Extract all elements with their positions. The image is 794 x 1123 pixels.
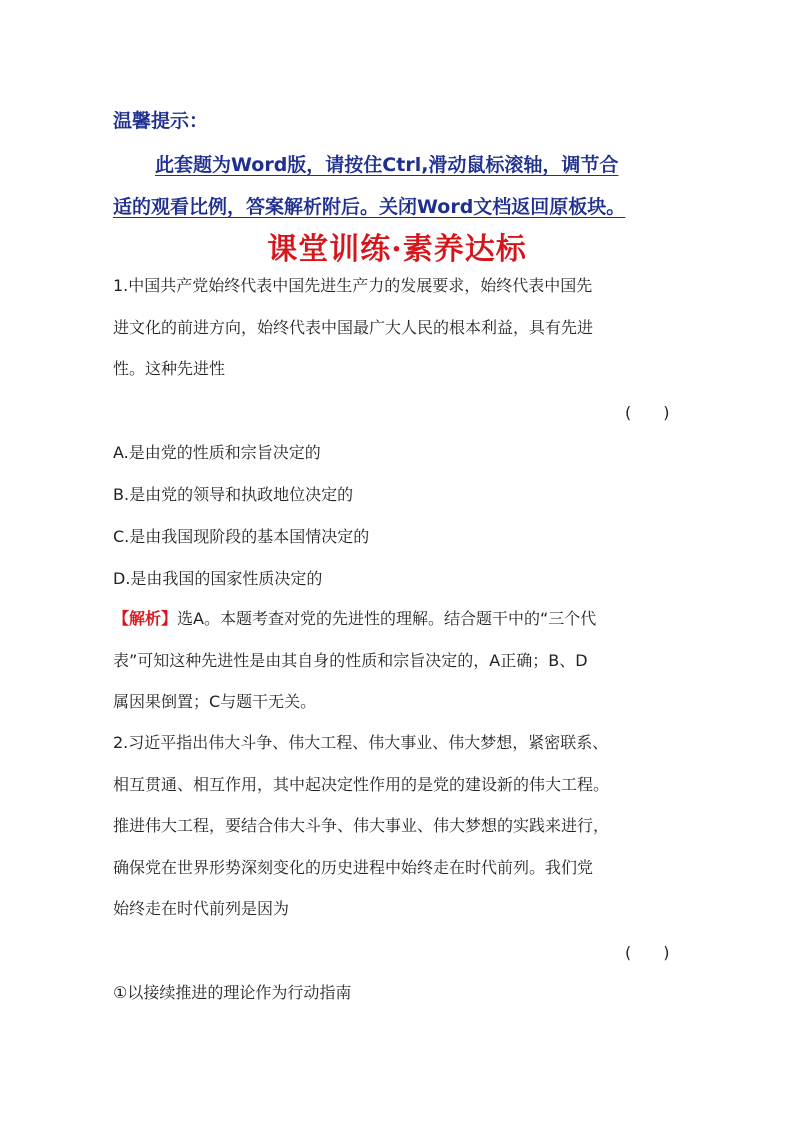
question-1-line: 性。这种先进性 <box>113 359 226 378</box>
question-1-line: 进文化的前进方向，始终代表中国最广大人民的根本利益，具有先进 <box>113 317 594 337</box>
notice-text <box>113 144 683 228</box>
question-2-line: 始终走在时代前列是因为 <box>113 899 290 918</box>
question-1-option-c: C.是由我国现阶段的基本国情决定的 <box>113 527 370 546</box>
question-2-stem <box>113 722 683 930</box>
question-1-answer-blank: ( ) <box>625 403 670 422</box>
question-2-line: 推进伟大工程，要结合伟大斗争、伟大事业、伟大梦想的实践来进行， <box>113 816 610 835</box>
analysis-line: 表”可知这种先进性是由其自身的性质和宗旨决定的，A正确；B、D <box>113 650 588 670</box>
question-1-stem <box>113 265 683 390</box>
question-1-option-d: D.是由我国的国家性质决定的 <box>113 569 323 588</box>
analysis-block <box>113 598 683 723</box>
notice-line-2: 适的观看比例，答案解析附后。关闭Word文档返回原板块。 <box>113 196 626 218</box>
analysis-tag: 【解析】 <box>113 609 178 628</box>
notice-line-1: 此套题为Word版，请按住Ctrl,滑动鼠标滚轴，调节合 <box>155 154 619 176</box>
question-1-line: 1.中国共产党始终代表中国先进生产力的发展要求，始终代表中国先 <box>113 276 593 295</box>
question-2-option-1: ①以接续推进的理论作为行动指南 <box>113 983 352 1002</box>
question-2-line: 确保党在世界形势深刻变化的历史进程中始终走在时代前列。我们党 <box>113 857 594 877</box>
question-1-option-b: B.是由党的领导和执政地位决定的 <box>113 485 354 504</box>
question-2-line: 相互贯通、相互作用，其中起决定性作用的是党的建设新的伟大工程。 <box>113 774 610 794</box>
question-2-line: 2.习近平指出伟大斗争、伟大工程、伟大事业、伟大梦想，紧密联系、 <box>113 733 609 752</box>
question-1-option-a: A.是由党的性质和宗旨决定的 <box>113 443 321 462</box>
analysis-line: 【解析】选A。本题考查对党的先进性的理解。结合题干中的“三个代 <box>113 609 597 628</box>
question-2-answer-blank: ( ) <box>625 943 670 962</box>
section-title: 课堂训练·素养达标 <box>267 232 527 267</box>
notice-title: 温馨提示： <box>113 110 209 132</box>
analysis-line: 属因果倒置；C与题干无关。 <box>113 692 317 711</box>
